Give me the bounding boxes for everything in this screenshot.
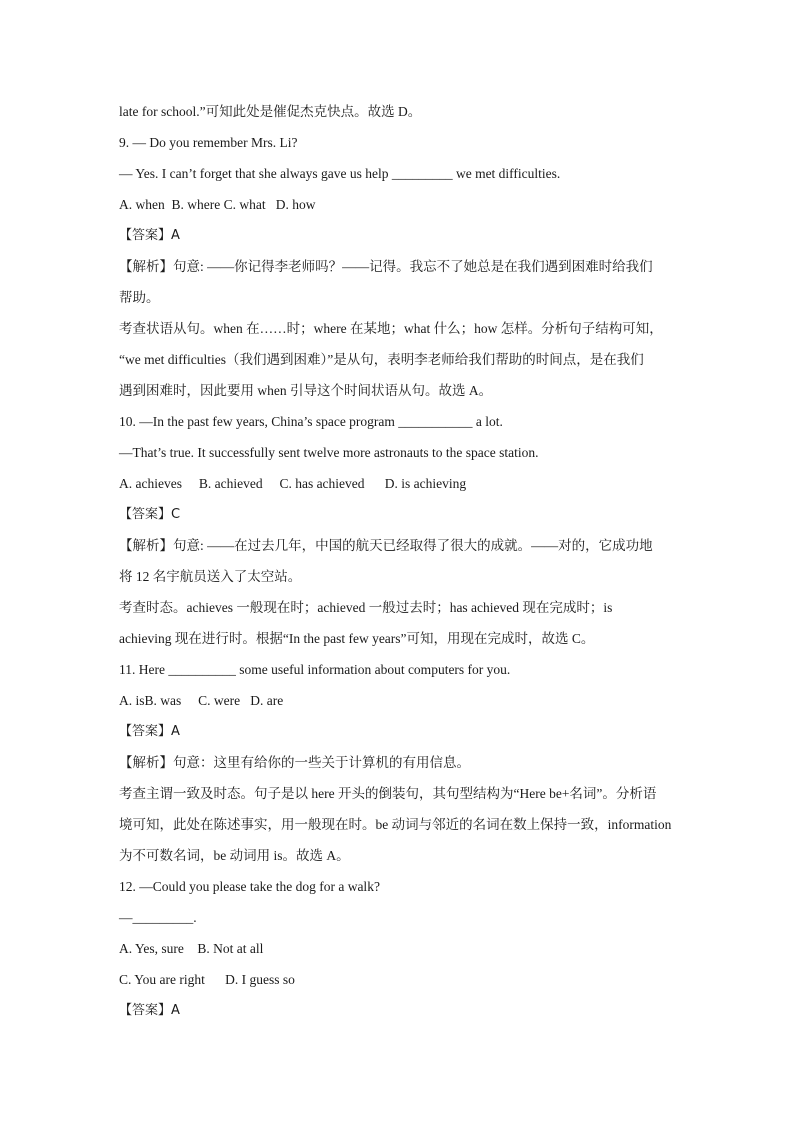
question-10-analysis: 【解析】句意: ——在过去几年，中国的航天已经取得了很大的成就。——对的，它成功地: [119, 538, 653, 553]
question-10-answer: 【答案】C: [119, 507, 181, 522]
text-line: 考查主谓一致及时态。句子是以 here 开头的倒装句，其句型结构为“Here be+名词”。分析语: [119, 786, 657, 801]
question-12-options-row-1: A. Yes, sure B. Not at all: [119, 941, 264, 956]
text-line: 帮助。: [119, 290, 160, 305]
text-line: achieving 现在进行时。根据“In the past few years”可知，用现在完成时，故选 C。: [119, 631, 595, 646]
page-body: [119, 100, 679, 1030]
text-line: late for school.”可知此处是催促杰克快点。故选 D。: [119, 104, 422, 119]
question-11-analysis: 【解析】句意：这里有给你的一些关于计算机的有用信息。: [119, 755, 470, 770]
question-9-analysis: 【解析】句意: ——你记得李老师吗？——记得。我忘不了她总是在我们遇到困难时给我们: [119, 259, 653, 274]
text-line: 为不可数名词，be 动词用 is。故选 A。: [119, 848, 350, 863]
question-11-stem: 11. Here __________ some useful information about computers for you.: [119, 662, 511, 677]
question-11-options: A. isB. was C. were D. are: [119, 693, 284, 708]
text-line: 将 12 名宇航员送入了太空站。: [119, 569, 302, 584]
question-10-options: A. achieves B. achieved C. has achieved D. is achieving: [119, 476, 467, 491]
question-10-stem: 10. —In the past few years, China’s space program ___________ a lot.: [119, 414, 503, 429]
question-9-options: A. when B. where C. what D. how: [119, 197, 316, 212]
question-9-stem: 9. — Do you remember Mrs. Li?: [119, 135, 298, 150]
question-9-reply: — Yes. I can’t forget that she always gave us help _________ we met difficulties.: [119, 166, 561, 181]
text-line: 考查时态。achieves 一般现在时；achieved 一般过去时；has achieved 现在完成时；is: [119, 600, 613, 615]
text-line: 考查状语从句。when 在……时；where 在某地；what 什么；how 怎样。分析句子结构可知，: [119, 321, 663, 336]
question-11-answer: 【答案】A: [119, 724, 180, 739]
question-10-reply: —That’s true. It successfully sent twelve more astronauts to the space station.: [119, 445, 539, 460]
question-12-answer: 【答案】A: [119, 1003, 180, 1018]
text-line: “we met difficulties（我们遇到困难）”是从句，表明李老师给我们帮助的时间点，是在我们: [119, 352, 644, 367]
question-9-answer: 【答案】A: [119, 228, 180, 243]
question-12-stem: 12. —Could you please take the dog for a walk?: [119, 879, 380, 894]
question-12-reply: —_________.: [119, 910, 197, 925]
text-line: 境可知，此处在陈述事实，用一般现在时。be 动词与邻近的名词在数上保持一致，information: [119, 817, 672, 832]
text-line: 遇到困难时，因此要用 when 引导这个时间状语从句。故选 A。: [119, 383, 493, 398]
question-12-options-row-2: C. You are right D. I guess so: [119, 972, 295, 987]
